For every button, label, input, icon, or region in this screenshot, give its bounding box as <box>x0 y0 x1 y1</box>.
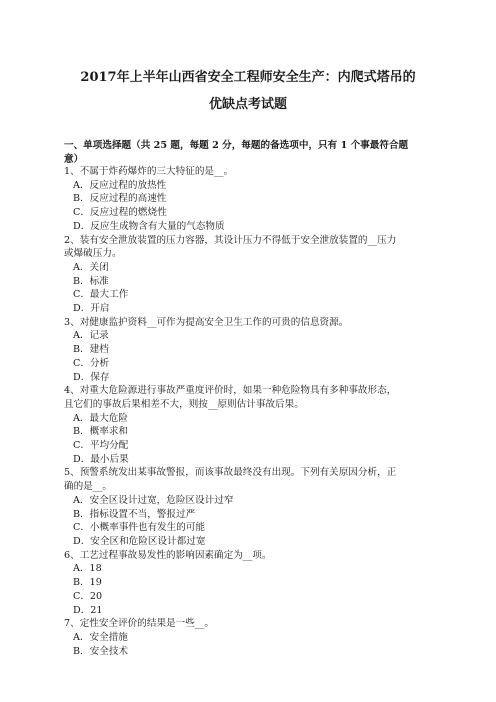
answer-option: C．最大工作 <box>73 289 129 301</box>
question-2 <box>64 234 436 316</box>
answer-option: D．反应生成物含有大量的气态物质 <box>73 220 225 232</box>
question-5 <box>64 466 436 548</box>
question-stem-line: 4、对重大危险源进行事故严重度评价时，如果一种危险物具有多种事故形态， <box>64 385 397 397</box>
answer-option: B．安全技术 <box>73 645 129 657</box>
question-stem-line: 5、预警系统发出某事故警报，而该事故最终没有出现。下列有关原因分析，正 <box>64 467 397 479</box>
question-stem-line: 1、不属于炸药爆炸的三大特征的是__。 <box>64 166 234 177</box>
question-stem-line: 3、对健康监护资料__可作为提高安全卫生工作的可贵的信息资源。 <box>64 316 349 328</box>
answer-option: B．19 <box>73 577 102 589</box>
question-6 <box>64 549 436 618</box>
question-7 <box>64 617 436 658</box>
question-1 <box>64 165 436 234</box>
section-heading-line-2: 意） <box>64 154 84 165</box>
answer-option: B．标准 <box>73 275 109 287</box>
question-stem-line: 2、装有安全泄放装置的压力容器，其设计压力不得低于安全泄放装置的__压力 <box>64 234 397 246</box>
section-heading-line-1: 一、单项选择题（共 25 题，每题 2 分，每题的备选项中，只有 1 个事最符合题 <box>64 140 409 151</box>
answer-option: B．概率求和 <box>73 426 129 438</box>
answer-option: C．反应过程的燃烧性 <box>73 207 167 219</box>
question-stem-line: 或爆破压力。 <box>64 248 122 260</box>
answer-option: D．保存 <box>73 371 110 383</box>
question-stem-line: 6、工艺过程事故易发性的影响因素确定为__项。 <box>64 549 272 561</box>
answer-option: B．反应过程的高速性 <box>73 193 167 205</box>
question-list <box>64 165 436 658</box>
question-stem-line: 确的是__。 <box>64 481 112 493</box>
answer-option: A．记录 <box>73 330 109 342</box>
answer-option: A．最大危险 <box>73 412 128 424</box>
question-stem-line: 且它们的事故后果相差不大，则按__原则估计事故后果。 <box>64 398 304 410</box>
answer-option: C．平均分配 <box>73 440 129 452</box>
question-3 <box>64 316 436 385</box>
document-title-line-2: 优缺点考试题 <box>208 97 287 112</box>
question-4 <box>64 384 436 466</box>
answer-option: A．关闭 <box>73 261 109 273</box>
question-stem-line: 7、定性安全评价的结果是一些__。 <box>64 618 215 630</box>
answer-option: D．21 <box>73 604 103 616</box>
answer-option: D．最小后果 <box>73 453 129 465</box>
answer-option: A．18 <box>73 563 102 575</box>
answer-option: A．安全区设计过宽，危险区设计过窄 <box>73 494 234 506</box>
answer-option: C．小概率事件也有发生的可能 <box>73 522 206 534</box>
answer-option: D．安全区和危险区设计都过宽 <box>73 535 206 547</box>
answer-option: A．安全措施 <box>73 631 128 643</box>
answer-option: A．反应过程的放热性 <box>73 179 167 191</box>
answer-option: C．20 <box>73 590 103 602</box>
section-heading <box>64 139 436 167</box>
answer-option: B．指标设置不当，警报过严 <box>73 508 196 520</box>
document-title-line-1: 2017年上半年山西省安全工程师安全生产：内爬式塔吊的 <box>80 70 416 85</box>
answer-option: D．开启 <box>73 303 110 315</box>
answer-option: C．分析 <box>73 357 110 369</box>
answer-option: B．建档 <box>73 344 109 356</box>
